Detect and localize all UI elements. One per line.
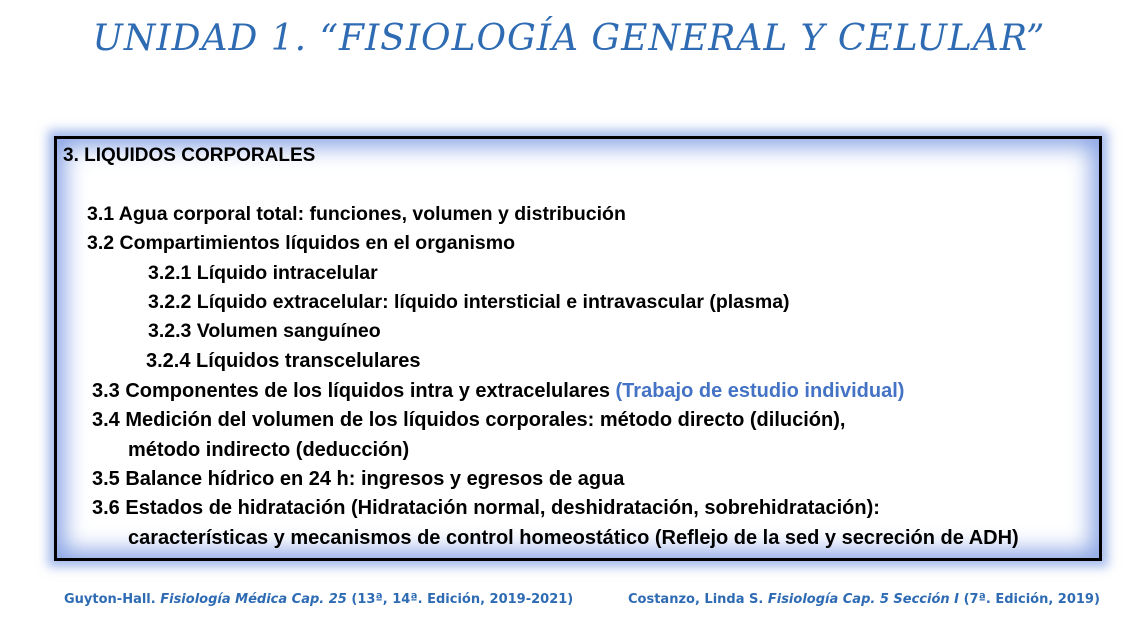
item-3-3-note: (Trabajo de estudio individual) [615,380,905,402]
footer-reference-left [64,592,573,607]
item-3-6-line2: características y mecanismos de control homeostático (Reflejo de la sed y secreción de ADH) [128,527,1019,549]
footer-right-book: Fisiología Cap. 5 Sección I [767,592,960,607]
item-3-2-4: 3.2.4 Líquidos transcelulares [146,350,421,372]
section-heading: 3. LIQUIDOS CORPORALES [63,145,316,166]
item-3-2-1: 3.2.1 Líquido intracelular [148,262,378,284]
footer-right-author: Costanzo, Linda S. [628,592,764,607]
footer-left-book: Fisiología Médica Cap. 25 [160,592,347,607]
footer-left-author: Guyton-Hall. [64,592,156,607]
item-3-3-text: 3.3 Componentes de los líquidos intra y extracelulares [92,380,610,402]
item-3-3 [92,380,904,403]
item-3-5: 3.5 Balance hídrico en 24 h: ingresos y egresos de agua [92,468,625,490]
item-3-1: 3.1 Agua corporal total: funciones, volumen y distribución [87,203,626,225]
footer-left-edition: (13ª, 14ª. Edición, 2019-2021) [351,592,574,607]
item-3-4-line2: método indirecto (deducción) [128,439,410,461]
item-3-2-3: 3.2.3 Volumen sanguíneo [148,320,381,342]
item-3-2: 3.2 Compartimientos líquidos en el organismo [87,232,515,254]
footer-right-edition: (7ª. Edición, 2019) [963,592,1100,607]
item-3-2-2: 3.2.2 Líquido extracelular: líquido intersticial e intravascular (plasma) [148,291,790,313]
slide-title: UNIDAD 1. “FISIOLOGÍA GENERAL Y CELULAR” [92,18,1046,59]
item-3-6-line1: 3.6 Estados de hidratación (Hidratación normal, deshidratación, sobrehidratación): [92,497,880,519]
item-3-4-line1: 3.4 Medición del volumen de los líquidos corporales: método directo (dilución), [92,409,846,431]
footer-reference-right [628,592,1100,607]
